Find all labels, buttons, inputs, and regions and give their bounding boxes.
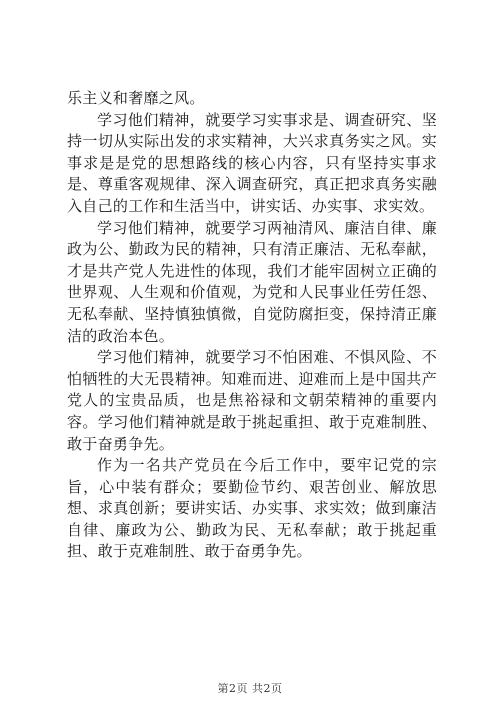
document-body — [67, 88, 437, 563]
paragraph-2: 学习他们精神，就要学习实事求是、调查研究、坚持一切从实际出发的求实精神，大兴求真务实之风。实事求是是党的思想路线的核心内容，只有坚持实事求是、尊重客观规律、深入调查研究，真正把求真务实融入自己的工作和生活当中，讲实话、办实事、求实效。 — [67, 110, 437, 215]
page-number-footer: 第2页 共2页 — [217, 682, 283, 695]
paragraph-4: 学习他们精神，就要学习不怕困难、不惧风险、不怕牺牲的大无畏精神。知难而进、迎难而上是中国共产党人的宝贵品质，也是焦裕禄和文朝荣精神的重要内容。学习他们精神就是敢于挑起重担、敢于克难制胜、敢于奋勇争先。 — [67, 348, 437, 453]
paragraph-1: 乐主义和奢靡之风。 — [67, 89, 205, 107]
paragraph-5: 作为一名共产党员在今后工作中，要牢记党的宗旨，心中装有群众；要勤俭节约、艰苦创业、解放思想、求真创新；要讲实话、办实事、求实效；做到廉洁自律、廉政为公、勤政为民、无私奉献；敢于挑起重担、敢于克难制胜、敢于奋勇争先。 — [67, 456, 437, 561]
paragraph-3: 学习他们精神，就要学习两袖清风、廉洁自律、廉政为公、勤政为民的精神，只有清正廉洁、无私奉献，才是共产党人先进性的体现，我们才能牢固树立正确的世界观、人生观和价值观，为党和人民事业任劳任怨、无私奉献、坚持慎独慎微，自觉防腐拒变，保持清正廉洁的政治本色。 — [67, 218, 437, 345]
